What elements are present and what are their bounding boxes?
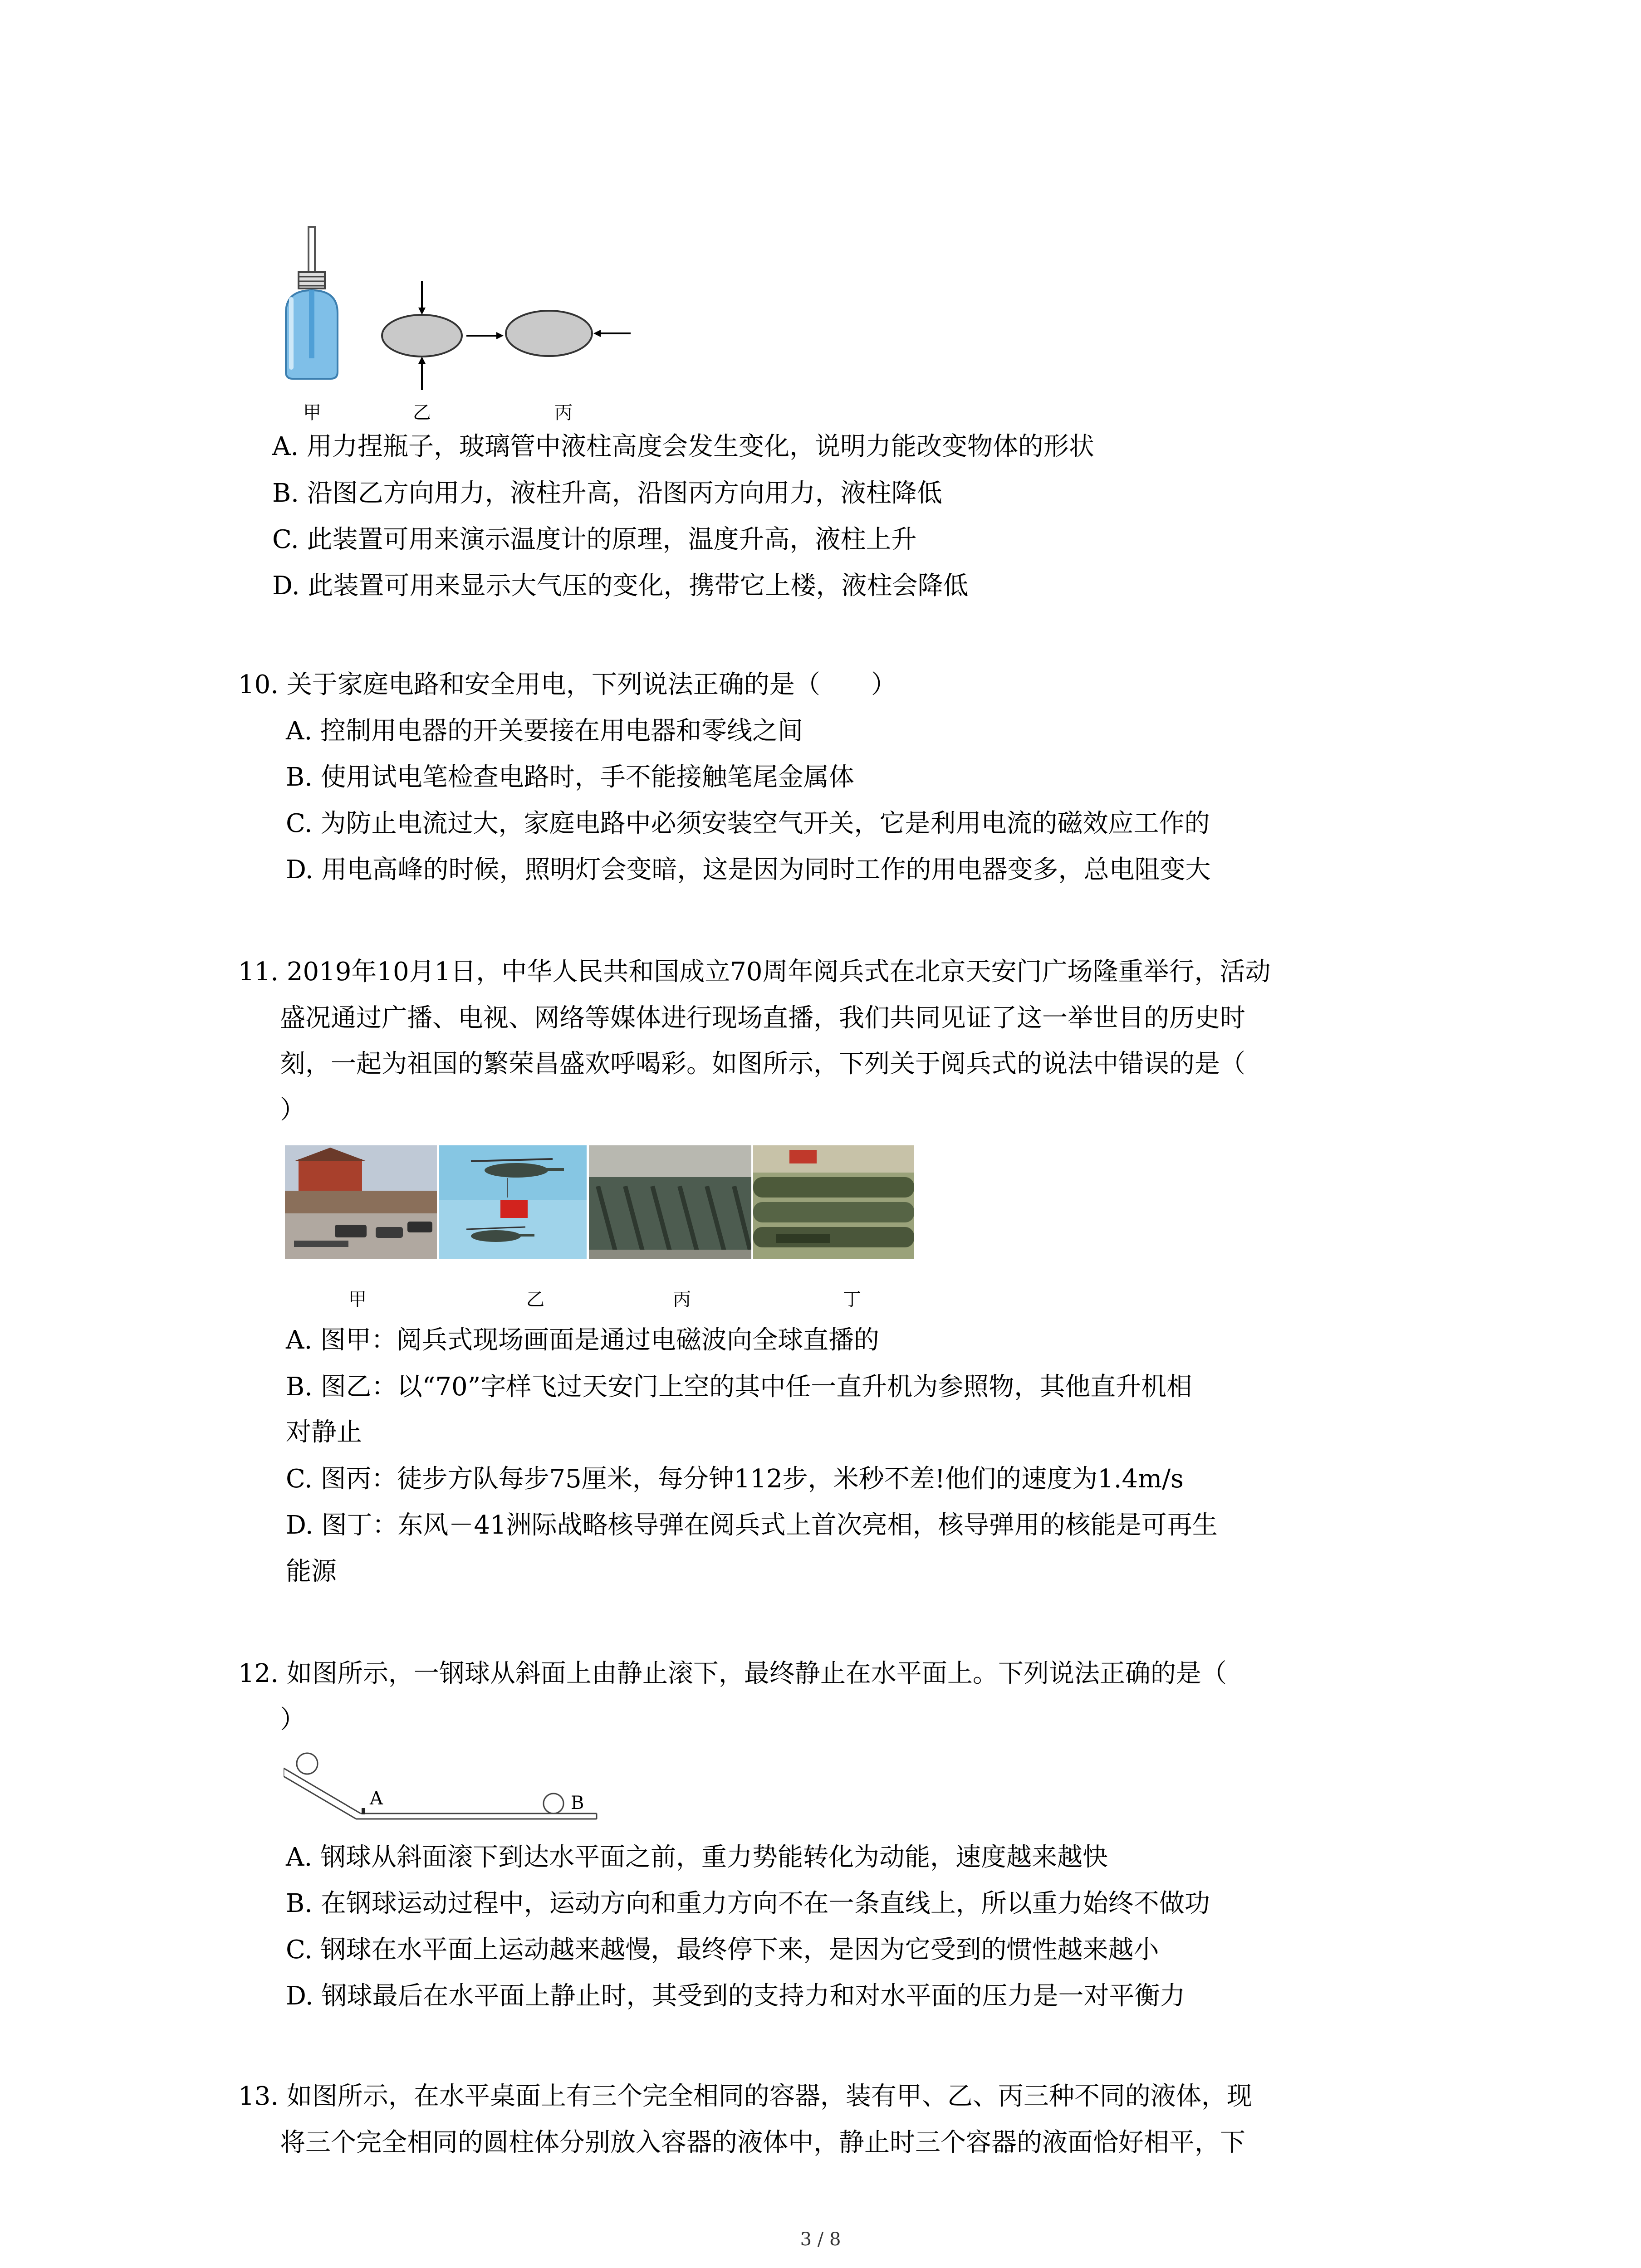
q12-option-b: B. 在钢球运动过程中，运动方向和重力方向不在一条直线上，所以重力始终不做功 (286, 1889, 1210, 1918)
q12-option-c: C. 钢球在水平面上运动越来越慢，最终停下来，是因为它受到的惯性越来越小 (286, 1935, 1159, 1965)
q11-label-bing: 丙 (673, 1289, 691, 1310)
q11-stem-line-4: ） (280, 1095, 305, 1125)
q13-stem-line-1: 13. 如图所示，在水平桌面上有三个完全相同的容器，装有甲、乙、丙三种不同的液体，现 (238, 2082, 1252, 2111)
q11-option-a: A. 图甲：阅兵式现场画面是通过电磁波向全球直播的 (286, 1325, 880, 1355)
q9-label-bing: 丙 (554, 402, 573, 423)
q9-option-d: D. 此装置可用来显示大气压的变化，携带它上楼，液柱会降低 (272, 571, 969, 601)
q9-option-a: A. 用力捏瓶子，玻璃管中液柱高度会发生变化，说明力能改变物体的形状 (272, 432, 1095, 461)
q11-option-b-cont: 对静止 (286, 1418, 362, 1447)
q10-stem: 10. 关于家庭电路和安全用电，下列说法正确的是（ ） (238, 670, 896, 699)
q10-option-d: D. 用电高峰的时候，照明灯会变暗，这是因为同时工作的用电器变多，总电阻变大 (286, 855, 1211, 885)
q10-option-a: A. 控制用电器的开关要接在用电器和零线之间 (286, 716, 803, 746)
q11-label-yi: 乙 (526, 1289, 544, 1310)
q9-option-c: C. 此装置可用来演示温度计的原理，温度升高，液柱上升 (272, 525, 917, 554)
q12-option-a: A. 钢球从斜面滚下到达水平面之前，重力势能转化为动能，速度越来越快 (286, 1843, 1108, 1872)
q10-option-b: B. 使用试电笔检查电路时，手不能接触笔尾金属体 (286, 763, 854, 792)
q9-label-jia: 甲 (303, 402, 321, 423)
squeeze-horizontal-figure (506, 311, 631, 356)
photo-bing-marching (589, 1145, 751, 1259)
q12-stem-line-2: ） (280, 1705, 305, 1735)
page-number: 3 / 8 (800, 2229, 841, 2250)
q9-option-b: B. 沿图乙方向用力，液柱升高，沿图丙方向用力，液柱降低 (272, 479, 942, 508)
photo-jia-tiananmen (285, 1145, 437, 1259)
q11-stem-line-1: 11. 2019年10月1日，中华人民共和国成立70周年阅兵式在北京天安门广场隆重举行，活动 (238, 957, 1271, 987)
q12-option-d: D. 钢球最后在水平面上静止时，其受到的支持力和对水平面的压力是一对平衡力 (286, 1981, 1185, 2011)
q11-option-d-cont: 能源 (286, 1557, 337, 1586)
q11-label-ding: 丁 (843, 1289, 861, 1310)
photo-yi-helicopters (439, 1145, 587, 1259)
bottle-with-tube-figure (286, 227, 338, 379)
incline-label-b: B (571, 1793, 584, 1813)
q9-label-yi: 乙 (413, 402, 431, 423)
q11-option-c: C. 图丙：徒步方队每步75厘米，每分钟112步，米秒不差!他们的速度为1.4m/s (286, 1464, 1184, 1494)
incline-ball-figure (284, 1741, 610, 1832)
q12-stem-line-1: 12. 如图所示，一钢球从斜面上由静止滚下，最终静止在水平面上。下列说法正确的是（ (238, 1659, 1227, 1688)
q11-stem-line-2: 盛况通过广播、电视、网络等媒体进行现场直播，我们共同见证了这一举世目的历史时 (280, 1003, 1245, 1033)
q13-stem-line-2: 将三个完全相同的圆柱体分别放入容器的液体中，静止时三个容器的液面恰好相平，下 (280, 2128, 1245, 2157)
q11-stem-line-3: 刻，一起为祖国的繁荣昌盛欢呼喝彩。如图所示，下列关于阅兵式的说法中错误的是（ (280, 1049, 1245, 1079)
incline-label-a: A (370, 1788, 383, 1809)
squeeze-vertical-figure (382, 281, 462, 390)
q11-option-d: D. 图丁：东风－41洲际战略核导弹在阅兵式上首次亮相，核导弹用的核能是可再生 (286, 1510, 1218, 1540)
q11-option-b: B. 图乙：以“70”字样飞过天安门上空的其中任一直升机为参照物，其他直升机相 (286, 1372, 1192, 1402)
photo-ding-missiles (753, 1145, 914, 1259)
q9-figure (268, 222, 653, 399)
q10-option-c: C. 为防止电流过大，家庭电路中必须安装空气开关，它是利用电流的磁效应工作的 (286, 809, 1210, 838)
q11-label-jia: 甲 (348, 1289, 367, 1310)
